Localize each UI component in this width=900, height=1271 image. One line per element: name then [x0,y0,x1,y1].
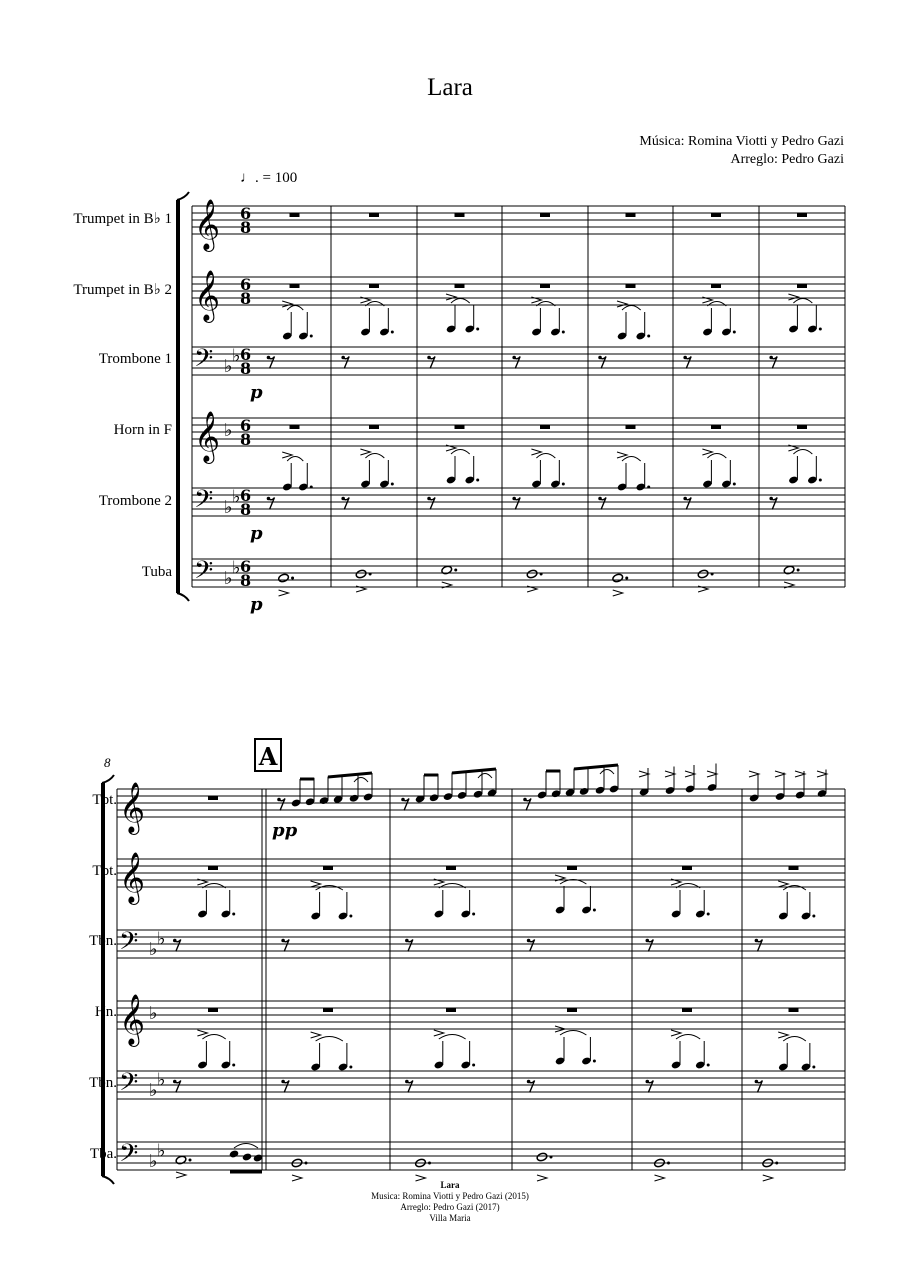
dot-trombone-2-m12-b [707,1064,710,1067]
accent-trombone-1-m6-a [788,294,798,300]
whole-rest-trumpet-2-m2 [455,284,465,288]
eighth-rest-dot-trombone-1-m8 [173,939,177,943]
whole-rest-trumpet-2-m8 [208,866,218,870]
whole-rest-horn-m13 [789,1008,799,1012]
treble-clef-horn: 𝄞 [119,994,146,1045]
dot-trombone-1-m4-b [647,335,650,338]
slur-trombone-2-m11 [560,1031,586,1036]
half-notehead-tuba-m3 [526,569,538,579]
bass-clef-trombone-1: 𝄢 [119,927,139,962]
bass-clef-trombone-2: 𝄢 [194,485,214,520]
whole-rest-horn-m1 [369,425,379,429]
time-sig-top-horn: 6 [240,416,252,435]
whole-rest-horn-m4 [626,425,636,429]
eighth-rest-dot-trombone-1-m5 [683,356,687,360]
dot-trombone-2-m8-b [232,1064,235,1067]
slur-melody-0 [354,778,368,783]
slur-trombone-1-m2 [451,299,470,304]
accent-trombone-2-m10-a [434,1030,444,1036]
time-sig-bottom-trombone-1: 8 [240,359,252,378]
dot-trombone-1-m3-b [562,331,565,334]
eighth-rest-dot-trombone-2-m9 [281,1080,285,1084]
instrument-abbrev-horn: Hn. [94,1004,117,1020]
instrument-label-trumpet-1: Trumpet in B♭ 1 [73,211,172,227]
treble-clef-trumpet-2: 𝄞 [194,270,221,321]
whole-rest-horn-m3 [540,425,550,429]
dot-tuba-m4 [625,577,628,580]
dynamic-piano-trombone-1: p [250,382,263,403]
notehead-tuba-m8-a [229,1149,239,1158]
eighth-rest-dot-melody-rest-0 [277,798,281,802]
accent-trombone-2-m1-a [360,449,370,455]
rehearsal-mark-a: A [254,738,282,772]
slur-trombone-1-m6 [793,299,812,304]
accent-tuba-m4 [613,590,623,596]
eighth-rest-dot-trombone-2-m1 [341,497,345,501]
slur-trombone-1-m13 [783,886,806,891]
dynamic-piano-tuba: p [250,594,263,615]
time-sig-bottom-trumpet-1: 8 [240,218,252,237]
eighth-rest-dot-melody-rest-2 [523,798,527,802]
accent-trombone-2-m9-a [311,1032,321,1038]
dot-tuba-m1 [369,573,372,576]
half-notehead-tuba-m1 [355,569,367,579]
instrument-label-trumpet-2: Trumpet in B♭ 2 [73,282,172,298]
dot-trombone-2-m3-b [562,483,565,486]
eighth-rest-dot-trombone-1-m2 [427,356,431,360]
instrument-label-horn: Horn in F [113,422,172,438]
accent-trombone-1-m13-a [778,881,788,887]
dot-trombone-1-m8-b [232,913,235,916]
slur-tuba-m8 [234,1144,258,1149]
notation-layer [102,192,845,1184]
whole-rest-horn-m8 [208,1008,218,1012]
time-sig-top-tuba: 6 [240,557,252,576]
dot-tuba-m6 [797,569,800,572]
bracket-hook-top [177,192,189,200]
key-flat-trombone-2: ♭ [232,486,241,508]
instrument-abbrev-trombone-1: Tbn. [89,933,117,949]
accent-trombone-2-m0-a [282,452,292,458]
slur-trombone-2-m2 [451,450,470,455]
accent-trombone-2-m13-a [778,1032,788,1038]
accent-tuba-m0 [279,590,289,596]
accent-trombone-2-m4-a [617,452,627,458]
whole-rest-trumpet-2-m11 [567,866,577,870]
eighth-rest-dot-trombone-2-m13 [755,1080,759,1084]
treble-clef-trumpet-2: 𝄞 [119,852,146,903]
time-sig-top-trombone-2: 6 [240,486,252,505]
key-flat-trombone-2: ♭ [157,1069,166,1091]
half-notehead-tuba-m0 [278,573,290,583]
accent-tuba-m8 [176,1172,186,1178]
key-flat-trombone-2: ♭ [224,497,233,518]
time-sig-top-trumpet-2: 6 [240,275,252,294]
dot-trombone-1-m9-b [349,915,352,918]
dot-trombone-1-m12-b [707,913,710,916]
whole-rest-horn-m11 [567,1008,577,1012]
dot-tuba-m13 [775,1162,778,1165]
eighth-rest-dot-trombone-1-m13 [755,939,759,943]
key-flat-tuba: ♭ [157,1140,166,1162]
slur-melody-1 [478,774,492,779]
bass-clef-trombone-1: 𝄢 [194,344,214,379]
accent-trombone-1-m4-a [617,301,627,307]
slur-trombone-2-m3 [536,454,555,459]
whole-rest-horn-m6 [797,425,807,429]
whole-rest-trumpet-2-m5 [711,284,721,288]
bass-clef-trombone-2: 𝄢 [119,1068,139,1103]
whole-rest-horn-m5 [711,425,721,429]
accent-trombone-2-m5-a [702,449,712,455]
time-sig-bottom-trombone-2: 8 [240,500,252,519]
bracket-hook-bottom [177,593,189,601]
footer-place: Villa Maria [429,1213,471,1223]
time-sig-bottom-trumpet-2: 8 [240,289,252,308]
dot-trombone-1-m1-b [391,331,394,334]
key-flat-trombone-1: ♭ [157,928,166,950]
key-flat-trombone-2: ♭ [149,1080,158,1101]
eighth-rest-dot-trombone-2-m11 [527,1080,531,1084]
half-notehead-tuba-m4 [612,573,624,583]
dot-tuba-m10 [428,1162,431,1165]
time-sig-bottom-horn: 8 [240,430,252,449]
half-notehead-tuba-m5 [697,569,709,579]
accent-trombone-1-m9-a [311,881,321,887]
instrument-abbrev-tuba: Tba. [89,1146,117,1162]
dot-trombone-1-m11-b [593,909,596,912]
dot-trombone-2-m11-b [593,1060,596,1063]
accent-trombone-2-m12-a [671,1030,681,1036]
slur-trombone-2-m13 [783,1037,806,1042]
treble-clef-trumpet-1: 𝄞 [194,199,221,250]
slur-trombone-2-m10 [439,1035,466,1040]
bracket-hook-top [102,775,114,783]
eighth-rest-dot-trombone-2-m2 [427,497,431,501]
dot-tuba-m0 [291,577,294,580]
dot-trombone-1-m6-b [819,328,822,331]
dot-trombone-1-m10-b [472,913,475,916]
footer-title: Lara [440,1180,460,1190]
dynamic-pianissimo-trumpet-1: pp [272,820,298,841]
time-sig-bottom-tuba: 8 [240,571,252,590]
whole-rest-horn-m10 [446,1008,456,1012]
dot-tuba-m3 [540,573,543,576]
eighth-rest-dot-trombone-1-m6 [769,356,773,360]
whole-rest-horn-m12 [682,1008,692,1012]
slur-trombone-2-m8 [202,1035,225,1040]
key-flat-tuba: ♭ [224,568,233,589]
eighth-rest-dot-trombone-2-m3 [512,497,516,501]
whole-rest-horn-m9 [323,1008,333,1012]
dot-tuba-m9 [305,1162,308,1165]
eighth-rest-dot-trombone-2-m8 [173,1080,177,1084]
measure-number: 8 [104,755,111,770]
eighth-rest-dot-trombone-1-m11 [527,939,531,943]
dot-tuba-m12 [667,1162,670,1165]
accent-trombone-2-m3-a [531,449,541,455]
key-flat-trombone-1: ♭ [149,939,158,960]
eighth-rest-dot-trombone-1-m0 [267,356,271,360]
whole-rest-trumpet-2-m1 [369,284,379,288]
half-notehead-tuba-m11 [536,1152,548,1162]
eighth-rest-dot-trombone-2-m0 [267,497,271,501]
whole-rest-trumpet-1-m0 [290,213,300,217]
footer-music-credit: Musica: Romina Viotti y Pedro Gazi (2015) [371,1191,529,1201]
key-flat-horn: ♭ [149,1003,158,1024]
dot-trombone-2-m1-b [391,483,394,486]
eighth-rest-dot-trombone-1-m3 [512,356,516,360]
eighth-rest-dot-trombone-2-m4 [598,497,602,501]
key-flat-trombone-1: ♭ [224,356,233,377]
beam-2-b [574,765,618,769]
eighth-rest-dot-trombone-1-m9 [281,939,285,943]
footer-arrangement-credit: Arreglo: Pedro Gazi (2017) [400,1202,500,1212]
eighth-rest-dot-trombone-2-m10 [405,1080,409,1084]
slur-trombone-2-m4 [622,457,641,462]
whole-rest-trumpet-1-m3 [540,213,550,217]
dot-trombone-2-m10-b [472,1064,475,1067]
tempo-marking: ♩. = 100 [240,170,298,186]
dot-tuba-m8 [189,1159,192,1162]
eighth-rest-dot-trombone-2-m6 [769,497,773,501]
slur-trombone-1-m0 [287,306,303,311]
eighth-rest-dot-trombone-1-m4 [598,356,602,360]
dot-trombone-1-m13-b [812,915,815,918]
time-sig-top-trombone-1: 6 [240,345,252,364]
instrument-label-trombone-2: Trombone 2 [98,493,172,509]
eighth-rest-dot-trombone-2-m5 [683,497,687,501]
whole-rest-trumpet-2-m9 [323,866,333,870]
footer-credits [0,1180,900,1224]
dot-trombone-2-m2-b [476,479,479,482]
slur-trombone-1-m9 [316,886,343,891]
whole-rest-trumpet-1-m5 [711,213,721,217]
slur-trombone-1-m4 [622,306,641,311]
dot-tuba-m5 [711,573,714,576]
whole-rest-trumpet-1-m6 [797,213,807,217]
dot-trombone-2-m13-b [812,1066,815,1069]
whole-rest-trumpet-2-m6 [797,284,807,288]
slur-trombone-2-m5 [707,454,726,459]
dot-trombone-2-m5-b [733,483,736,486]
instrument-label-tuba: Tuba [141,564,172,580]
beam-1-b [452,769,496,773]
eighth-rest-dot-melody-rest-1 [401,798,405,802]
instrument-abbrev-trumpet-2: Tpt. [92,863,117,879]
whole-rest-horn-m2 [455,425,465,429]
key-flat-tuba: ♭ [149,1151,158,1172]
arranger-credit: Arreglo: Pedro Gazi [730,152,844,167]
key-flat-trombone-1: ♭ [232,345,241,367]
dot-trombone-1-m5-b [733,331,736,334]
accent-trombone-2-m8-a [197,1030,207,1036]
treble-clef-trumpet-1: 𝄞 [119,782,146,833]
dot-trombone-2-m0-b [310,486,313,489]
dot-tuba-m2 [454,569,457,572]
dynamic-piano-trombone-2: p [250,523,263,544]
whole-rest-trumpet-2-m10 [446,866,456,870]
whole-rest-trumpet-1-m1 [369,213,379,217]
slur-trombone-2-m0 [287,457,303,462]
whole-rest-trumpet-2-m12 [682,866,692,870]
eighth-rest-dot-trombone-1-m10 [405,939,409,943]
slur-melody-2 [600,770,614,775]
whole-rest-trumpet-2-m13 [789,866,799,870]
score-title: Lara [427,74,473,101]
dot-trombone-2-m4-b [647,486,650,489]
eighth-rest-dot-trombone-2-m12 [646,1080,650,1084]
eighth-rest-dot-trombone-1-m12 [646,939,650,943]
treble-clef-horn: 𝄞 [194,411,221,462]
time-sig-top-trumpet-1: 6 [240,204,252,223]
instrument-label-trombone-1: Trombone 1 [98,351,172,367]
bass-clef-tuba: 𝄢 [119,1139,139,1174]
whole-rest-trumpet-1-m4 [626,213,636,217]
composer-credit: Música: Romina Viotti y Pedro Gazi [639,134,844,149]
whole-rest-trumpet-2-m0 [290,284,300,288]
accent-trombone-1-m2-a [446,294,456,300]
notehead-tuba-m8-b [242,1152,252,1161]
dot-tuba-m11 [550,1156,553,1159]
slur-trombone-2-m1 [365,454,384,459]
slur-trombone-2-m12 [676,1035,700,1040]
accent-trombone-1-m0-a [282,301,292,307]
instrument-abbrev-trumpet-1: Tpt. [92,792,117,808]
key-flat-horn: ♭ [224,420,233,441]
whole-rest-trumpet-1-m2 [455,213,465,217]
whole-rest-horn-m0 [290,425,300,429]
bass-clef-tuba: 𝄢 [194,556,214,591]
whole-rest-trumpet-2-m3 [540,284,550,288]
dot-trombone-2-m6-b [819,479,822,482]
key-flat-tuba: ♭ [232,557,241,579]
dot-trombone-2-m9-b [349,1066,352,1069]
slur-trombone-2-m9 [316,1037,343,1042]
slur-trombone-2-m6 [793,450,812,455]
whole-rest-trumpet-2-m4 [626,284,636,288]
beam-0-b [328,773,372,777]
dot-trombone-1-m0-b [310,335,313,338]
instrument-abbrev-trombone-2: Tbn. [89,1075,117,1091]
whole-rest-trumpet-1-m8 [208,796,218,800]
eighth-rest-dot-trombone-1-m1 [341,356,345,360]
dot-trombone-1-m2-b [476,328,479,331]
